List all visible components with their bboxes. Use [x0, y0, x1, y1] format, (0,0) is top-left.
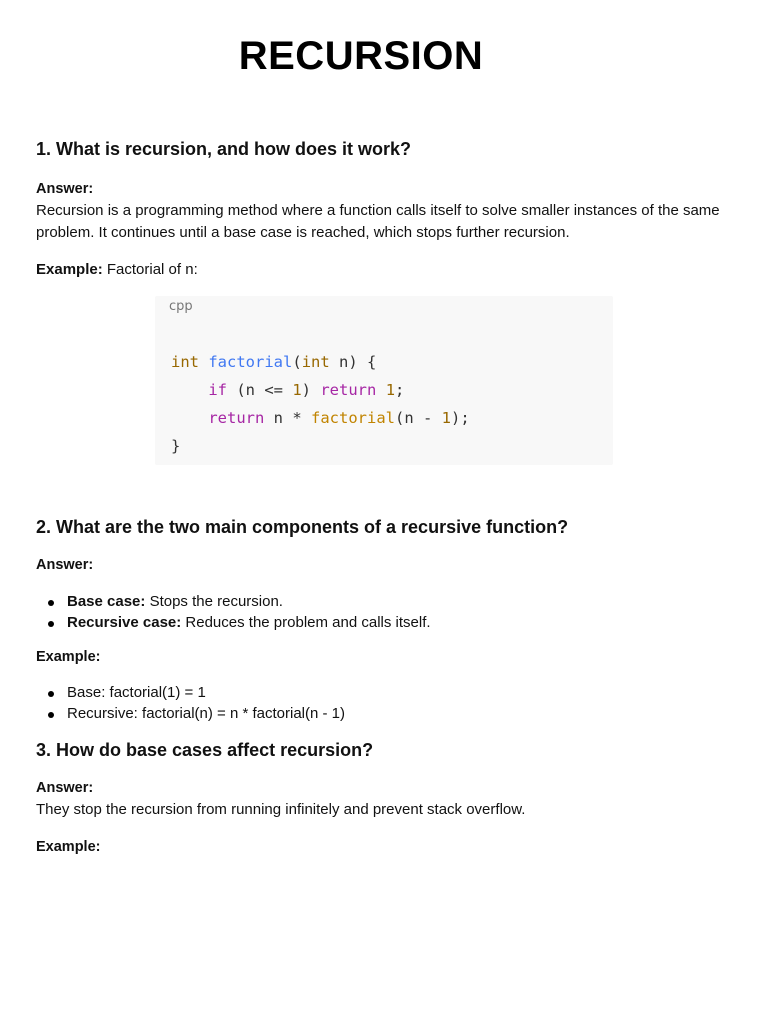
- section-3-example-label: Example:: [36, 839, 101, 855]
- section-1-answer-text: Recursion is a programming method where a function calls itself to solve smaller instances of the same problem. It continues until a base case is reached, which stops further recursion.: [36, 202, 720, 241]
- code-line-4: }: [171, 437, 181, 455]
- section-3-answer-label: Answer:: [36, 780, 94, 796]
- list-item: Base: factorial(1) = 1: [36, 683, 345, 704]
- list-item: Base case: Stops the recursion.: [36, 592, 431, 613]
- page-title: RECURSION: [238, 34, 484, 78]
- section-1-example: [36, 259, 736, 281]
- section-3-answer-text: They stop the recursion from running infinitely and prevent stack overflow.: [36, 801, 526, 818]
- section-2-answer-list: [36, 592, 431, 633]
- section-1-example-label: Example:: [36, 261, 103, 278]
- section-2-example-label: Example:: [36, 649, 101, 665]
- section-2-heading: 2. What are the two main components of a recursive function?: [36, 517, 569, 537]
- code-line-1: int factorial(int n) {: [171, 353, 377, 371]
- code-block: [155, 296, 613, 465]
- bullet-icon: [48, 712, 54, 718]
- section-2-answer-label: Answer:: [36, 557, 94, 573]
- section-2-example-list: [36, 683, 345, 724]
- section-1-heading: 1. What is recursion, and how does it work?: [36, 139, 412, 159]
- section-1-answer-label: Answer:: [36, 181, 94, 197]
- list-item: Recursive: factorial(n) = n * factorial(n - 1): [36, 704, 345, 725]
- bullet-icon: [48, 691, 54, 697]
- code-line-2: if (n <= 1) return 1;: [208, 381, 405, 399]
- section-3-heading: 3. How do base cases affect recursion?: [36, 740, 374, 760]
- code-line-3: return n * factorial(n - 1);: [208, 409, 470, 427]
- code-language-label: cpp: [169, 299, 193, 314]
- section-1-example-text: Factorial of n:: [106, 261, 198, 278]
- code-content: [171, 348, 470, 460]
- bullet-icon: [48, 621, 54, 627]
- list-item: Recursive case: Reduces the problem and calls itself.: [36, 613, 431, 634]
- bullet-icon: [48, 600, 54, 606]
